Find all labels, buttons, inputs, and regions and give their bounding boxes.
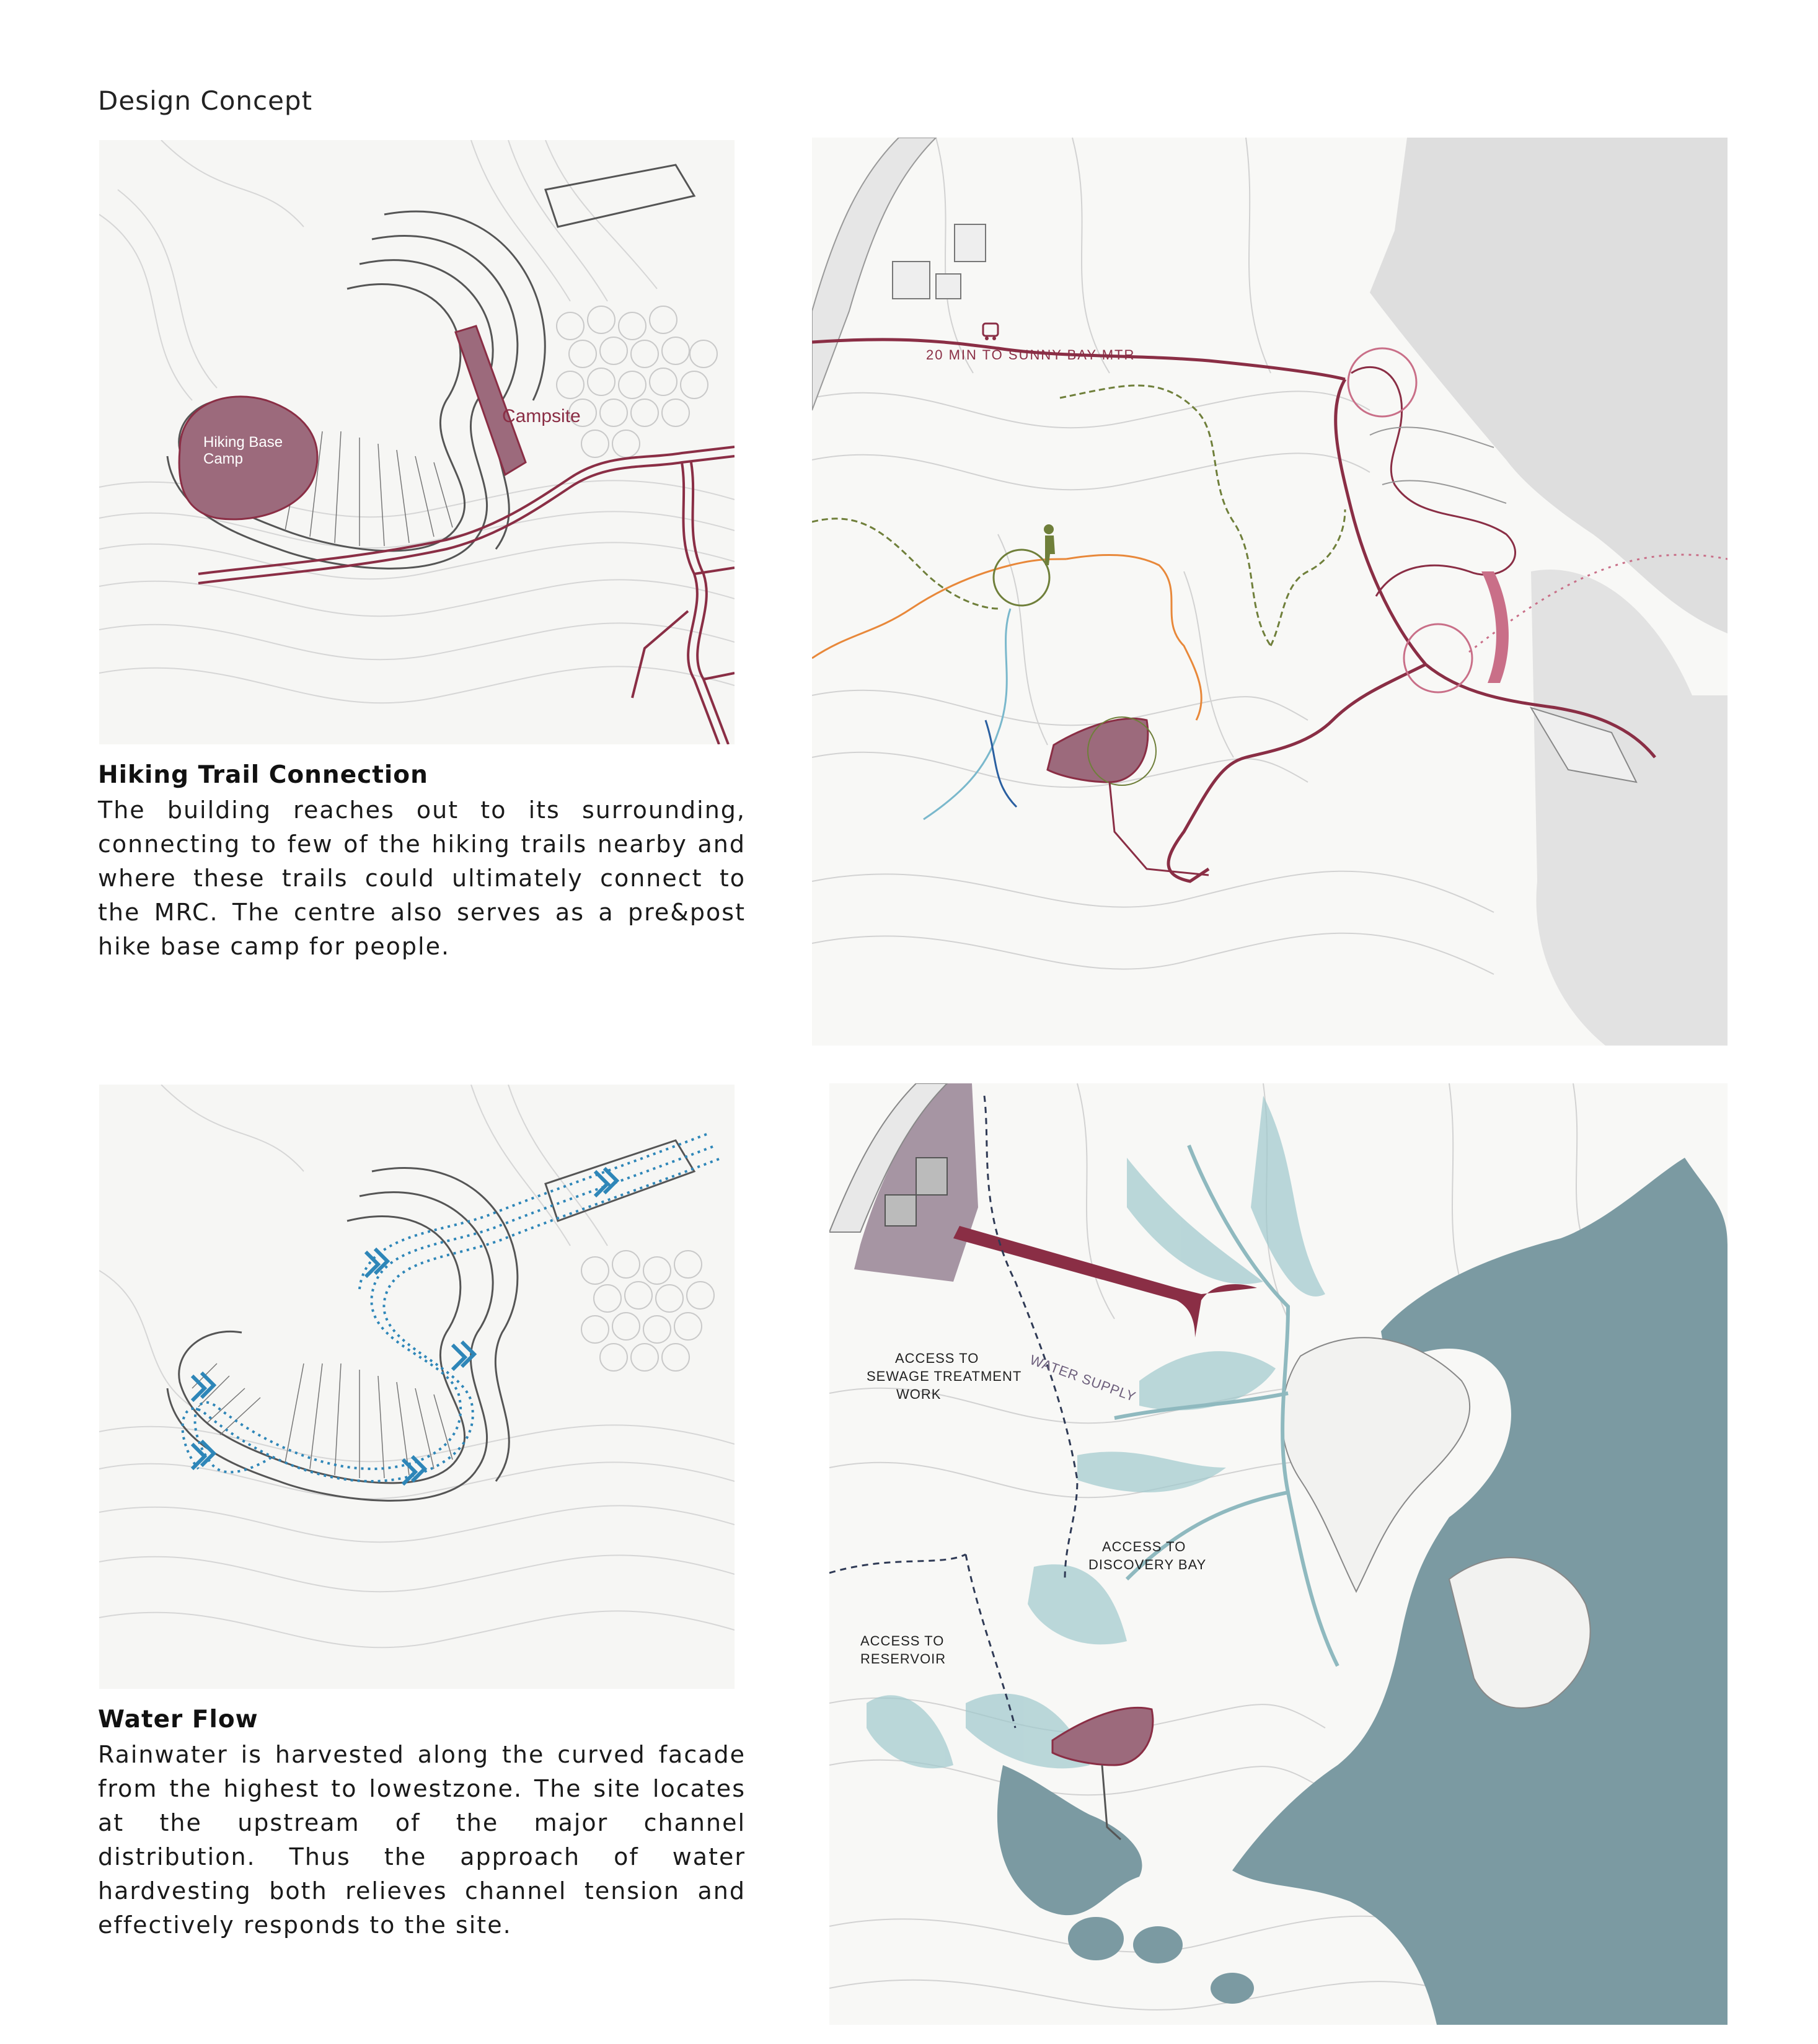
reservoir-label-line2: RESERVOIR [860, 1651, 947, 1667]
site-access-path [1110, 782, 1209, 875]
hiking-base-camp-label-line1: Hiking Base [203, 434, 283, 451]
beach-strip [1481, 571, 1509, 683]
pond-3 [1211, 1973, 1254, 2004]
hiking-heading: Hiking Trail Connection [98, 761, 428, 789]
water-map-drawing [829, 1083, 1728, 2025]
hiking-body-text: The building reaches out to its surrounding, connecting to few of the hiking trails nearby and where these trails could ultimately connect to the MRC. The centre also serves as a pre&post hike base camp for people. [98, 796, 746, 960]
discovery-bay-label-line2: DISCOVERY BAY [1088, 1557, 1207, 1572]
buildings-northwest [893, 224, 986, 299]
hiking-trail-map [812, 138, 1728, 1046]
tree-circles [581, 1251, 714, 1371]
water-heading: Water Flow [98, 1706, 258, 1733]
pond-1 [1068, 1917, 1124, 1960]
building-curve [167, 1140, 694, 1500]
discovery-bay-label-line1: ACCESS TO [1102, 1539, 1186, 1554]
campsite-area [456, 326, 526, 475]
rainwater-flow-paths [183, 1134, 719, 1481]
hiking-map-drawing [812, 138, 1728, 1046]
hiking-diagram-drawing [99, 140, 735, 744]
water-supply-map [829, 1083, 1728, 2025]
water-supply-label: WATER SUPPLY [1028, 1352, 1139, 1405]
sewage-label-line2: SEWAGE TREATMENT [867, 1368, 1022, 1384]
sewage-label-line3: WORK [896, 1386, 942, 1402]
sea-area-south [1531, 570, 1728, 1046]
site-area [1048, 718, 1148, 782]
water-body-text: Rainwater is harvested along the curved facade from the highest to lowestzone. The site locates at the upstream of the major channel distribution. Thus the approach of water hardvesting both relieves channel tension and effectively responds to the site. [98, 1741, 746, 1939]
site-area [1052, 1707, 1153, 1765]
hiking-concept-diagram [99, 140, 735, 744]
hiking-base-camp-area [179, 397, 317, 519]
reservoir-area [997, 1765, 1142, 1915]
campsite-label: Campsite [502, 406, 581, 426]
bus-icon [983, 324, 998, 340]
ferry-node-south [1404, 624, 1472, 692]
water-diagram-drawing [99, 1085, 735, 1689]
residential-terraces [1370, 427, 1506, 503]
ferry-node-north [1348, 348, 1416, 416]
reservoir-label-line1: ACCESS TO [860, 1633, 945, 1649]
mtr-time-label: 20 MIN TO SUNNY BAY MTR [926, 347, 1136, 363]
tree-circles [557, 306, 717, 457]
water-flow-diagram [99, 1085, 735, 1689]
sewage-label-line1: ACCESS TO [895, 1350, 979, 1366]
pond-2 [1133, 1926, 1183, 1963]
page-title: Design Concept [98, 86, 313, 116]
trailhead-circle [994, 550, 1049, 606]
hiking-base-camp-label-line2: Camp [203, 451, 244, 467]
sea-area [1370, 138, 1728, 633]
